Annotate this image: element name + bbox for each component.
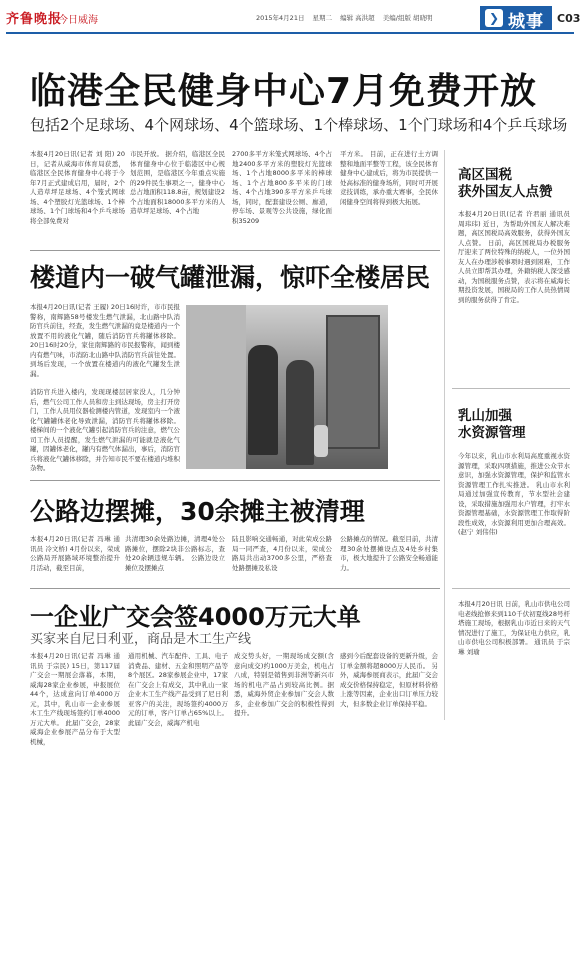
lead-col-2: 市民开放。 据介绍，临港区全民体育健身中心位于临港区中心规划范围，是临港区今年重点实施的29件民生事项之一，健身中心总占地面积118.8亩，规划建设2个占地面积18000多平方米的人造草坪足球场、4个占地 <box>130 150 225 215</box>
stall-col-1: 本报4月20日讯(记者 冯琳 通讯员 冷文桥) 4月份以来，荣成公路局开展路域环境整治提升月活动，截至目前， <box>30 535 120 572</box>
news-photo <box>186 305 388 469</box>
issue-date: 2015年4月21日 <box>256 14 305 22</box>
divider <box>30 250 440 251</box>
photo-door <box>326 315 380 449</box>
fire-col-1: 本报4月20日讯(记者 王履) 20日16时许，市市民报警称，南辉路58号楼发生燃气泄漏，北山路中队消防官兵前往，经查，发生燃气泄漏的竟是楼道内一个放置不用的液化气罐，随后消防官兵将罐体移除。 20日16时20分，家住南辉路的市民报警称，闻到楼内有燃气味，市消防北山路中队消防官兵前往处置。到场后发现，一个放置在楼道内的液化气罐发生泄漏。 <box>30 303 180 378</box>
expo-col-3: 成交势头好，一期现场成交额(含意向成交)约1000万美金，机电占八成，特别是销售到非洲等新兴市场的机电产品占到较高比例。据悉，威海外贸企业参加广交会人数多，企业参加广交会的积极性得到提升。 <box>234 652 334 717</box>
expo-col-4: 感到今后配套设备的更新升级，会订单金额将超8000万人民币。 另外，威海参展商表示，此届广交会成交价格保持稳定，但原材料价格上涨等因素，企业出口订单压力较大，但多数企业订单保持平稳。 <box>340 652 438 708</box>
stall-col-2: 共清理30余处路边摊，清理4处公路摊位，摆除2块非公路标志，查处20余辆违规车辆。 公路边设立摊位及摆摊点 <box>125 535 225 572</box>
lead-headline: 临港全民健身中心7月免费开放 <box>30 71 538 112</box>
expo-col-1: 本报4月20日讯(记者 冯琳 通讯员 于宗民) 15日，第117届广交会一期展会落幕，本期，威海28家企业参展，申报展位44个，达成意向订单4000万元，其中，乳山市一企业参展木工生产线现场签约订单4000万元大单。 此届广交会，28家威海企业参展产品分布于大型机械， <box>30 652 120 746</box>
lead-col-3: 2700多平方米笼式网球场、4个占地2400多平方米的塑胶灯光篮球场、1个占地8000多平米的棒球场、1个占地800多平米的门球场、4个占地390多平方米乒乓球场，同时，配套建设公厕、廊道，停车场、景观等公共设施，绿化面积35209 <box>232 150 332 225</box>
divider <box>30 480 440 481</box>
divider <box>452 588 570 589</box>
issue-weekday: 星期二 <box>312 14 333 22</box>
photo-gas-tank <box>314 425 328 457</box>
bottom-brief: 本报4月20日讯 日前，乳山市供电公司电老线抢修来到110千伏初夏线28号杆塔施工现场，根据乳山市近日来的天气情况进行了施工，为保证电力供应，乳山市供电公司积极部署。 通讯员 于宗琳 刘瑜 <box>458 600 570 656</box>
page-number: C03 <box>557 12 580 25</box>
editor-credit: 编辑 高洪超 <box>340 14 375 22</box>
column-divider <box>444 150 445 720</box>
photo-worker <box>286 360 314 465</box>
expo-headline: 一企业广交会签4000万元大单 <box>30 603 361 631</box>
stall-col-4: 公路摊点的情况。截至目前，共清理30余处摆摊设点及4处乡村集市，极大地提升了公路安全畅通能力。 <box>340 535 438 572</box>
divider <box>452 388 570 389</box>
expo-col-2: 通用机械、汽车配件、工具、电子消费品、建材、五金和照明产品等8个展区。28家参展企业中，17家在广交会上有成交，其中乳山一家企业木工生产线产品受到了尼日利亚客户的关注，现场签约4000万元的订单，客户订单占65%以上。 此届广交会，威海产机电 <box>128 652 228 727</box>
water-body: 今年以来，乳山市水利局高度重视水资源管理，采取四项措施，推进公众节水意识，加强水资源管理，保护和监管水资源管理工作扎实推进。 乳山市水利局通过加强宣传教育，节水型社会建设，采取措施加强用水户管理，打牢水资源管理基础，水资源管理工作取得阶段性成效，水资源利用更加合理高效。(赵宁 刘伟伟) <box>458 452 570 536</box>
expo-subheadline: 买家来自尼日利亚，商品是木工生产线 <box>30 632 252 647</box>
stall-headline: 公路边摆摊，30余摊主被清理 <box>30 497 365 526</box>
water-headline <box>458 408 526 442</box>
fire-col-2: 消防官兵进入楼内，发现现楼层居家没人，几分钟后，燃气公司工作人员和房主到达现场，房主打开房门，工作人员用仪器检测楼内管道，发现室内一个液化气罐罐体老化导致泄漏，消防官兵将罐体移除。 楼梯间的一个液化气罐引起消防官兵的注意，燃气公司工作人员提醒，发生燃气泄漏的可能就是液化气罐，因罐体老化，罐内有燃气体漏出，事后，消防官兵将液化气罐体移除，并告知市民不要在楼道内堆积杂物。 <box>30 388 180 472</box>
fire-headline: 楼道内一破气罐泄漏，惊吓全楼居民 <box>30 263 431 292</box>
section-title: 城事 <box>508 12 544 32</box>
water-headline-line1: 乳山加强 <box>458 408 512 424</box>
lead-subheadline: 包括2个足球场、4个网球场、4个篮球场、1个棒球场、1个门球场和4个乒乓球场 <box>30 116 568 134</box>
photo-firefighter <box>248 345 278 455</box>
lead-col-4: 平方米。 目前，正在进行土方调整和地面平整等工程，该全民体育健身中心建成后，将为市民提供一处高标准的健身场所，同时可开展竞技训练，承办重大赛事，全民休闲健身空间将得到极大拓展。 <box>340 150 438 206</box>
stall-col-3: 陆且影响交通畅通，对此荣成公路局一同严查，4月份以来，荣成公路局共出动3700多公里，严格查处路摆摊及私设 <box>232 535 332 572</box>
section-label <box>480 6 552 30</box>
city-section-icon: ❯ <box>485 9 503 27</box>
water-headline-line2: 水资源管理 <box>458 425 526 441</box>
photo-wall <box>186 305 246 469</box>
lead-col-1: 本报4月20日讯(记者 刘 阳) 20日，记者从威海市体育局获悉，临港区全民体育健身中心将于今年7月正式建成启用，届时，2个人造草坪足球场、4个笼式网球场、4个塑胶灯光篮球场、1个棒球场、1个门球场和4个乒乓球场将全部免费对 <box>30 150 125 225</box>
tax-headline-line1: 高区国税 <box>458 167 512 183</box>
design-credit: 美编/组版 胡晓明 <box>382 14 433 22</box>
tax-headline-line2: 获外国友人点赞 <box>458 184 553 200</box>
issue-meta <box>256 13 439 22</box>
edition-name: 今日威海 <box>58 15 98 26</box>
masthead <box>6 6 580 34</box>
tax-headline <box>458 167 553 201</box>
newspaper-logo: 齐鲁晚报 <box>6 12 63 27</box>
divider <box>30 588 440 589</box>
tax-body: 本报4月20日讯(记者 许君丽 通讯员 周玮玮) 近日，为帮助外国友人解决难题，高区国税局高效服务，获得外国友人点赞。 日前，高区国税局办税服务厅迎来了两位特殊的纳税人，一位外国友人在办理涉税事项时遇到困难，工作人员立即帮其办理，外籍纳税人深受感动，为国税服务点赞，表示将在威海长期投资发展，国税局的工作人员热情周到的服务获得了肯定。 <box>458 210 570 304</box>
